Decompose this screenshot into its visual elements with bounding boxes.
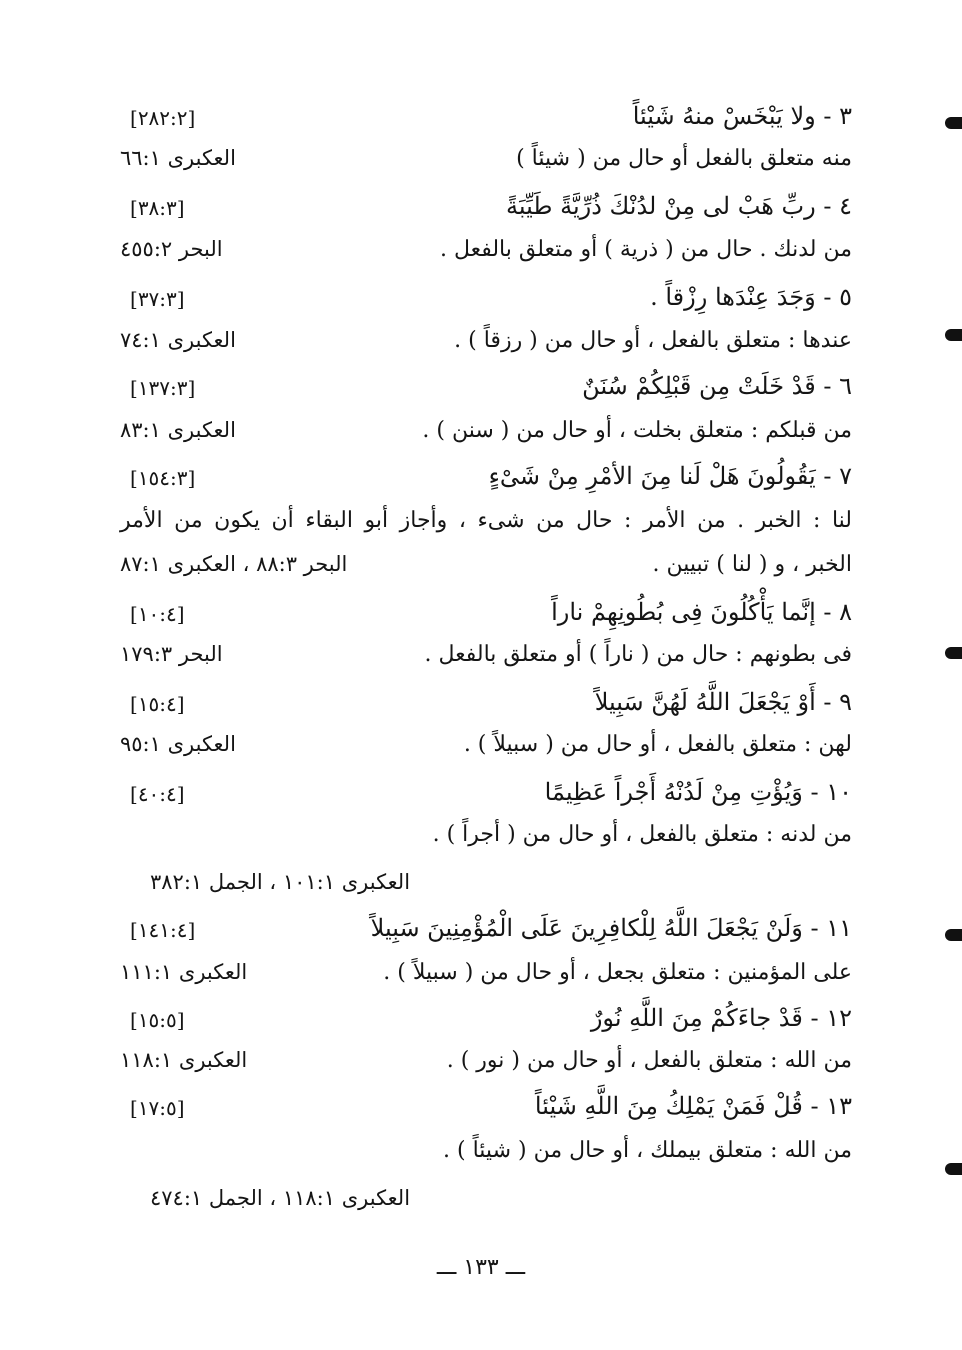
commentary-line (120, 956, 852, 1000)
verse-text: ١٠ - وَيُؤْتِ مِنْ لَدُنْهُ أَجْراً عَظِيمًا (544, 778, 852, 806)
verse-text: ٧ - يَقُولُونَ هَلْ لَنا مِنَ الأمْرِ مِنْ شَىْءٍ (488, 462, 852, 490)
citation-line (120, 1182, 852, 1226)
verse-line-3 (120, 98, 852, 142)
source-citation: البحر ١٧٩:٣ (120, 642, 223, 666)
binding-mark (945, 1163, 962, 1175)
verse-line-8 (120, 594, 852, 638)
binding-mark (945, 329, 962, 341)
commentary-line (120, 233, 852, 277)
commentary-text: لنا : الخبر . من الأمر : حال من شىء ، وأجاز أبو البقاء أن يكون من الأمر (120, 508, 852, 533)
verse-reference: [١٣٧:٣] (130, 376, 196, 400)
source-citation: العكبرى ١١١:١ (120, 960, 248, 984)
source-citation: العكبرى ٦٦:١ (120, 146, 236, 170)
page-number: ـــ ١٣٣ ـــ (436, 1255, 526, 1280)
commentary-line (120, 504, 852, 548)
commentary-text: لهن : متعلق بالفعل ، أو حال من ( سبيلاً ) . (463, 732, 852, 757)
commentary-text: منه متعلق بالفعل أو حال من ( شيئاً ) (516, 146, 852, 171)
verse-reference: [٣٧:٣] (130, 287, 185, 311)
verse-text: ٣ - ولا يَبْخَسْ منهُ شَيْئاً (632, 102, 852, 130)
verse-line-5 (120, 279, 852, 323)
commentary-line (120, 548, 852, 592)
verse-reference: [١٥:٥] (130, 1008, 185, 1032)
binding-mark (945, 117, 962, 129)
commentary-line (120, 638, 852, 682)
verse-text: ٥ - وَجَدَ عِنْدَها رِزْقاً . (650, 283, 852, 311)
commentary-text: من الله : متعلق بالفعل ، أو حال من ( نور ) . (446, 1048, 852, 1073)
verse-line-10 (120, 774, 852, 818)
verse-text: ٩ - أَوْ يَجْعَلَ اللَّهُ لَهُنَّ سَبِيلاً (594, 688, 852, 716)
verse-reference: [٣٨:٣] (130, 196, 185, 220)
verse-reference: [٤٠:٤] (130, 782, 185, 806)
commentary-line (120, 1134, 852, 1178)
verse-line-13 (120, 1088, 852, 1132)
verse-text: ٤ - ربِّ هَبْ لى مِنْ لدُنْكَ ذُرِّيَّةً طَيِّبَةً (506, 192, 852, 220)
commentary-text: فى بطونهم : حال من ( ناراً ) أو متعلق بالفعل . (424, 642, 852, 667)
verse-reference: [١٥٤:٣] (130, 466, 196, 490)
verse-reference: [١٤١:٤] (130, 918, 196, 942)
verse-line-9 (120, 684, 852, 728)
verse-line-11 (120, 910, 852, 954)
verse-line-7 (120, 458, 852, 502)
verse-reference: [٢٨٢:٢] (130, 106, 196, 130)
commentary-line (120, 414, 852, 458)
source-citation: البحر ٤٥٥:٢ (120, 237, 223, 261)
commentary-line (120, 818, 852, 862)
verse-line-6 (120, 368, 852, 412)
source-citation: العكبرى ١١٨:١ ، الجمل ٤٧٤:١ (150, 1186, 411, 1210)
source-citation: العكبرى ٧٤:١ (120, 328, 236, 352)
source-citation: البحر ٨٨:٣ ، العكبرى ٨٧:١ (120, 552, 348, 576)
verse-reference: [١٠:٤] (130, 602, 185, 626)
source-citation: العكبرى ١١٨:١ (120, 1048, 248, 1072)
commentary-text: عندها : متعلق بالفعل ، أو حال من ( رزقاً ) . (454, 328, 852, 353)
commentary-line (120, 728, 852, 772)
commentary-text: من قبلكم : متعلق بخلت ، أو حال من ( سنن ) . (422, 418, 852, 443)
verse-line-12 (120, 1000, 852, 1044)
verse-reference: [١٥:٤] (130, 692, 185, 716)
verse-text: ٨ - إنَّما يَأْكُلُونَ فِى بُطُونِهِمْ ناراً (551, 598, 852, 626)
citation-line (120, 866, 852, 910)
verse-text: ١٢ - قَدْ جاءَكُمْ مِنَ اللَّهِ نُورٌ (590, 1004, 852, 1032)
binding-mark (945, 647, 962, 659)
source-citation: العكبرى ٨٣:١ (120, 418, 236, 442)
commentary-line (120, 1044, 852, 1088)
verse-text: ٦ - قَدْ خَلَتْ مِن قَبْلِكُمْ سُنَنٌ (582, 372, 852, 400)
commentary-text: الخبر ، و ( لنا ) تبيين . (652, 552, 852, 577)
verse-line-4 (120, 188, 852, 232)
commentary-line (120, 142, 852, 186)
commentary-text: من لدنه : متعلق بالفعل ، أو حال من ( أجراً ) . (432, 822, 852, 847)
commentary-text: على المؤمنين : متعلق بجعل ، أو حال من ( سبيلاً ) . (383, 960, 852, 985)
source-citation: العكبرى ١٠١:١ ، الجمل ٣٨٢:١ (150, 870, 411, 894)
verse-text: ١١ - وَلَنْ يَجْعَلَ اللَّهُ لِلْكافِرِينَ عَلَى الْمُؤْمِنِينَ سَبِيلاً (370, 914, 852, 942)
verse-reference: [١٧:٥] (130, 1096, 185, 1120)
commentary-text: من لدنك . حال من ( ذرية ) أو متعلق بالفعل . (439, 237, 852, 262)
verse-text: ١٣ - قُلْ فَمَنْ يَمْلِكُ مِنَ اللَّهِ شَيْئاً (534, 1092, 852, 1120)
commentary-line (120, 324, 852, 368)
commentary-text: من الله : متعلق بيملك ، أو حال من ( شيئاً ) . (443, 1138, 852, 1163)
binding-mark (945, 929, 962, 941)
source-citation: العكبرى ٩٥:١ (120, 732, 236, 756)
